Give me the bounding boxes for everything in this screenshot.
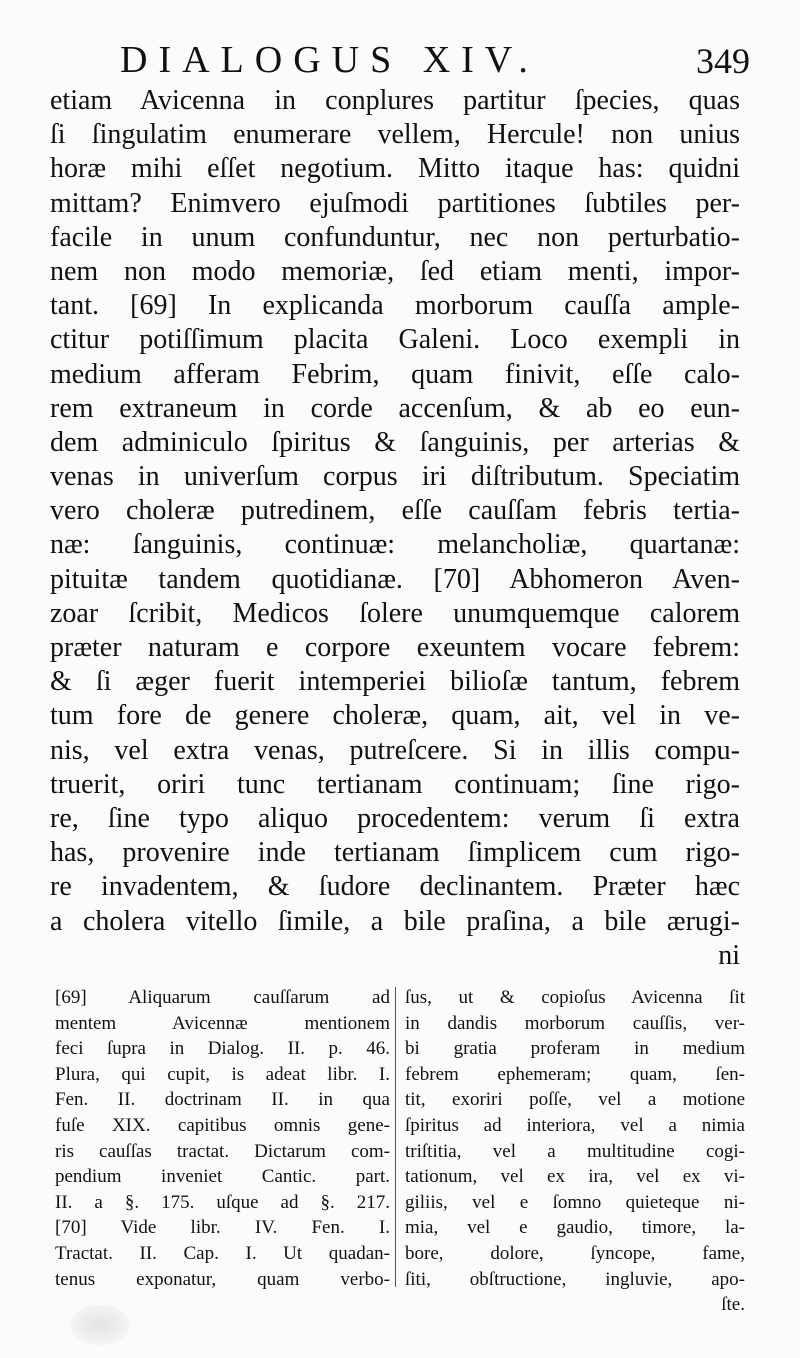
footnote-line: II. a §. 175. uſque ad §. 217.: [55, 1191, 390, 1213]
text-line: rem extraneum in corde accenſum, & ab eo eun-: [50, 392, 740, 424]
footnote-line: ſus, ut & copioſus Avicenna ſit: [405, 987, 745, 1008]
footnote-line: giliis, vel e ſomno quieteque ni-: [405, 1191, 745, 1213]
text-line: truerit, oriri tunc tertianam continuam; ſine rigo-: [50, 768, 740, 800]
column-divider: [395, 987, 396, 1287]
text-line: vero choleræ putredinem, eſſe cauſſam febris tertia-: [50, 495, 740, 527]
text-line: ſi ſingulatim enumerare vellem, Hercule! non unius: [50, 119, 740, 151]
text-line: facile in unum confunduntur, nec non perturbatio-: [50, 221, 740, 253]
footnote-line: Plura, qui cupit, is adeat libr. I.: [55, 1063, 390, 1085]
page-number: 349: [696, 41, 750, 81]
footnote-line: triſtitia, vel a multitudine cogi-: [405, 1140, 745, 1162]
footnote-line: tit, exoriri poſſe, vel a motione: [405, 1089, 745, 1111]
ink-smudge: [70, 1305, 130, 1345]
footnote-line: in dandis morborum cauſſis, ver-: [405, 1012, 745, 1034]
footnote-line: Fen. II. doctrinam II. in qua: [55, 1089, 390, 1111]
main-text-block: [50, 84, 740, 973]
footnote-line: fuſe XIX. capitibus omnis gene-: [55, 1114, 390, 1136]
footnotes-left-column: [55, 985, 390, 1292]
text-line: horæ mihi eſſet negotium. Mitto itaque has: quidni: [50, 153, 740, 185]
text-line: næ: ſanguinis, continuæ: melancholiæ, quartanæ:: [50, 529, 740, 561]
footnote-line: pendium inveniet Cantic. part.: [55, 1166, 390, 1188]
text-line: medium afferam Febrim, quam finivit, eſſe calo-: [50, 358, 740, 390]
text-line: nis, vel extra venas, putreſcere. Si in illis compu-: [50, 734, 740, 766]
footnote-line: bi gratia proferam in medium: [405, 1038, 745, 1060]
text-line: pituitæ tandem quotidianæ. [70] Abhomeron Aven-: [50, 563, 740, 595]
text-line: re, ſine typo aliquo procedentem: verum ſi extra: [50, 802, 740, 834]
text-line: venas in univerſum corpus iri diſtributum. Speciatim: [50, 461, 740, 493]
running-title: DIALOGUS XIV.: [120, 39, 539, 81]
text-line: etiam Avicenna in conplures partitur ſpecies, quas: [50, 85, 740, 116]
footnote-line: tenus exponatur, quam verbo-: [55, 1268, 390, 1290]
text-line: nem non modo memoriæ, ſed etiam menti, impor-: [50, 255, 740, 287]
text-line: zoar ſcribit, Medicos ſolere unumquemque calorem: [50, 597, 740, 629]
text-line: tum fore de genere choleræ, quam, ait, vel in ve-: [50, 700, 740, 732]
text-line: has, provenire inde tertianam ſimplicem cum rigo-: [50, 837, 740, 869]
footnotes-right-column: [405, 985, 745, 1318]
footnotes-area: [55, 985, 745, 1316]
text-line: tant. [69] In explicanda morborum cauſſa ample-: [50, 290, 740, 322]
footnote-line: ſpiritus ad interiora, vel a nimia: [405, 1114, 745, 1136]
text-line: re invadentem, & ſudore declinantem. Præter hæc: [50, 871, 740, 903]
text-line: ctitur potiſſimum placita Galeni. Loco exempli in: [50, 324, 740, 356]
footnote-line: febrem ephemeram; quam, ſen-: [405, 1063, 745, 1085]
text-line: præter naturam e corpore exeuntem vocare febrem:: [50, 632, 740, 663]
text-line: mittam? Enimvero ejuſmodi partitiones ſubtiles per-: [50, 187, 740, 219]
page-header: [60, 38, 750, 88]
text-line: a cholera vitello ſimile, a bile praſina, a bile ærugi-: [50, 905, 740, 937]
footnote-line: ris cauſſas tractat. Dictarum com-: [55, 1140, 390, 1162]
footnote-line: Tractat. II. Cap. I. Ut quadan-: [55, 1242, 390, 1264]
footnote-catchword: ſte.: [721, 1294, 745, 1316]
footnote-line: mentem Avicennæ mentionem: [55, 1012, 390, 1034]
catchword: ni: [718, 939, 740, 971]
footnote-line: tationum, vel ex ira, vel ex vi-: [405, 1166, 745, 1188]
text-line: & ſi æger fuerit intemperiei bilioſæ tantum, febrem: [50, 666, 740, 698]
footnote-line: feci ſupra in Dialog. II. p. 46.: [55, 1038, 390, 1060]
footnote-line: ſiti, obſtructione, ingluvie, apo-: [405, 1268, 745, 1290]
footnote-line: bore, dolore, ſyncope, fame,: [405, 1242, 745, 1264]
footnote-line: [69] Aliquarum cauſſarum ad: [55, 987, 390, 1008]
footnote-line: [70] Vide libr. IV. Fen. I.: [55, 1217, 390, 1239]
footnote-line: mia, vel e gaudio, timore, la-: [405, 1217, 745, 1239]
text-line: dem adminiculo ſpiritus & ſanguinis, per arterias &: [50, 426, 740, 458]
